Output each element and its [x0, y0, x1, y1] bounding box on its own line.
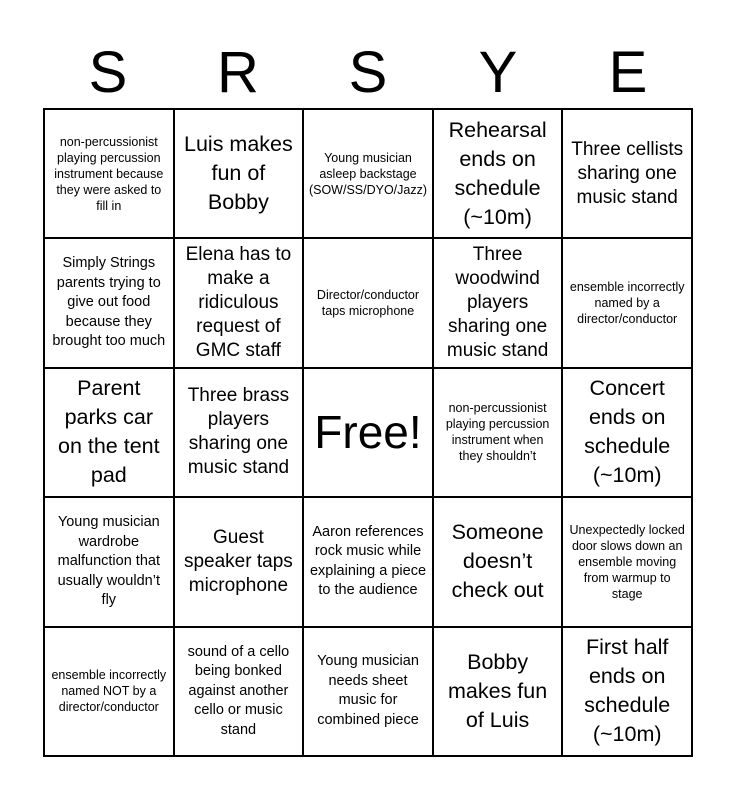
free-space-text: Free! [314, 406, 422, 459]
bingo-cell[interactable] [44, 368, 174, 497]
bingo-cell[interactable] [433, 368, 563, 497]
bingo-cell[interactable] [303, 497, 433, 626]
header-letter-5: E [608, 40, 648, 105]
header-letter-4: Y [478, 40, 518, 105]
free-space-cell[interactable] [303, 368, 433, 497]
cell-text: Aaron references rock music while explaining a piece to the audience [309, 523, 427, 599]
bingo-cell[interactable] [562, 368, 692, 497]
cell-text: Elena has to make a ridiculous request of GMC staff [185, 244, 292, 362]
bingo-cell[interactable] [433, 497, 563, 626]
bingo-cell[interactable] [44, 238, 174, 367]
cell-text: Young musician wardrobe malfunction that usually wouldn’t fly [57, 514, 160, 609]
cell-text: Young musician needs sheet music for combined piece [317, 653, 419, 728]
cell-text: Three cellists sharing one music stand [571, 138, 684, 208]
bingo-cell[interactable] [174, 497, 304, 626]
cell-text: Bobby makes fun of Luis [448, 649, 548, 732]
bingo-cell[interactable] [433, 627, 563, 756]
bingo-cell[interactable] [44, 497, 174, 626]
cell-text: Parent parks car on the tent pad [57, 376, 160, 488]
bingo-cell[interactable] [562, 238, 692, 367]
bingo-cell[interactable] [562, 109, 692, 238]
bingo-cell[interactable] [303, 238, 433, 367]
bingo-cell[interactable] [174, 109, 304, 238]
cell-text: ensemble incorrectly named NOT by a director/conductor [51, 668, 167, 715]
bingo-header [43, 38, 693, 108]
cell-text: Guest speaker taps microphone [183, 526, 293, 596]
bingo-cell[interactable] [433, 238, 563, 367]
cell-text: non-percussionist playing percussion instrument when they shouldn’t [445, 401, 550, 464]
cell-text: Rehearsal ends on schedule (~10m) [448, 117, 547, 229]
header-letter-3: S [348, 40, 388, 105]
cell-text: Luis makes fun of Bobby [184, 132, 293, 215]
bingo-cell[interactable] [562, 497, 692, 626]
bingo-cell[interactable] [174, 627, 304, 756]
bingo-cell[interactable] [44, 627, 174, 756]
cell-text: Simply Strings parents trying to give out food because they brought too much [52, 255, 166, 350]
cell-text: First half ends on schedule (~10m) [584, 635, 671, 747]
bingo-cell[interactable] [562, 627, 692, 756]
bingo-cell[interactable] [303, 109, 433, 238]
bingo-cell[interactable] [174, 368, 304, 497]
bingo-cell[interactable] [303, 627, 433, 756]
cell-text: sound of a cello being bonked against another cello or music stand [187, 643, 290, 738]
header-letter-1: S [88, 40, 128, 105]
cell-text: ensemble incorrectly named by a director/conductor [569, 280, 685, 327]
bingo-cell[interactable] [44, 109, 174, 238]
cell-text: Director/conductor taps microphone [316, 288, 420, 319]
cell-text: Three woodwind players sharing one music stand [446, 244, 549, 362]
cell-text: Three brass players sharing one music stand [187, 385, 290, 479]
header-letter-2: R [217, 40, 259, 105]
cell-text: non-percussionist playing percussion instrument because they were asked to fill in [54, 134, 164, 213]
bingo-board [43, 108, 693, 757]
cell-text: Unexpectedly locked door slows down an ensemble moving from warmup to stage [569, 522, 685, 601]
cell-text: Young musician asleep backstage (SOW/SS/DYO/Jazz) [308, 150, 428, 197]
bingo-cell[interactable] [433, 109, 563, 238]
cell-text: Someone doesn’t check out [451, 520, 544, 603]
bingo-cell[interactable] [174, 238, 304, 367]
cell-text: Concert ends on schedule (~10m) [584, 376, 671, 488]
